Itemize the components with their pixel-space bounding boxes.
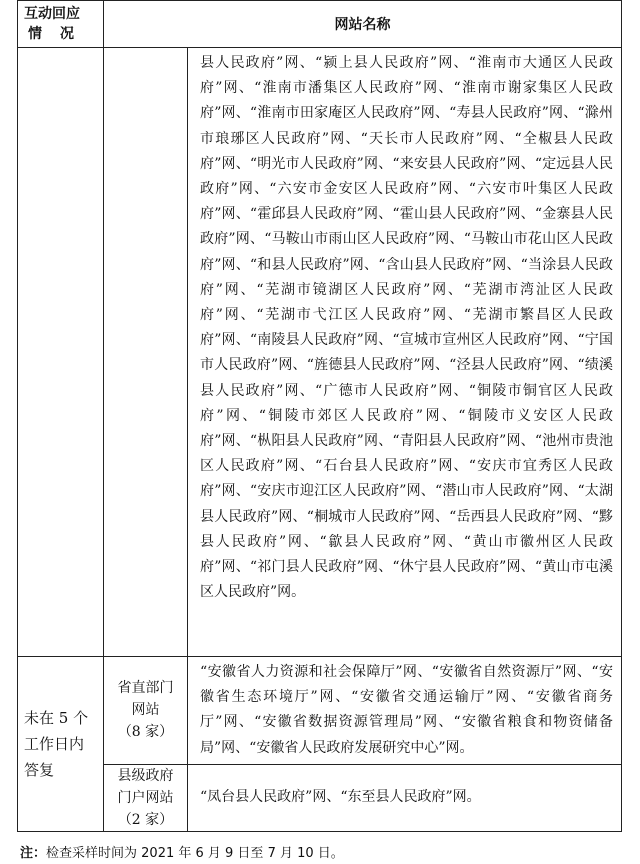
empty-category-cell: [104, 48, 188, 657]
status-line3: 答复: [24, 760, 55, 779]
county-site-list: “凤台县人民政府”网、“东至县人民政府”网。: [188, 764, 622, 831]
cat-county-line1: 县级政府: [117, 767, 174, 784]
status-not-replied: [18, 657, 104, 832]
cat-county-line2: 门户网站: [117, 789, 174, 806]
table-header-row: [18, 1, 622, 48]
cat-provincial-line2: 网站: [131, 702, 160, 719]
table-row-county: [18, 764, 622, 831]
status-line1: 未在 5 个: [24, 708, 89, 727]
cat-county-count: （2 家）: [117, 811, 174, 828]
inspection-table: [17, 0, 622, 832]
cat-provincial-line1: 省直部门: [117, 680, 174, 697]
status-line2: 工作日内: [24, 734, 85, 753]
empty-status-cell: [18, 48, 104, 657]
header-site-name: 网站名称: [104, 1, 622, 48]
provincial-site-list: “安徽省人力资源和社会保障厅”网、“安徽省自然资源厅”网、“安徽省生态环境厅”网、“安徽省交通运输厅”网、“安徽省商务厅”网、“安徽省数据资源管理局”网、“安徽省粮食和物资储备局”网、“安徽省人民政府发展研究中心”网。: [188, 657, 622, 765]
header-status-line2: 情况: [28, 26, 92, 42]
cat-provincial-count: （8 家）: [117, 724, 174, 741]
footnote-label: 注：: [20, 846, 47, 861]
continued-site-list: 县人民政府”网、“颍上县人民政府”网、“淮南市大通区人民政府”网、“淮南市潘集区人民政府”网、“淮南市谢家集区人民政府”网、“淮南市田家庵区人民政府”网、“寿县人民政府”网、“滁州市琅琊区人民政府”网、“天长市人民政府”网、“全椒县人民政府”网、“明光市人民政府”网、“来安县人民政府”网、“定远县人民政府”网、“六安市金安区人民政府”网、“六安市叶集区人民政府”网、“霍邱县人民政府”网、“霍山县人民政府”网、“金寨县人民政府”网、“马鞍山市雨山区人民政府”网、“马鞍山市花山区人民政府”网、“和县人民政府”网、“含山县人民政府”网、“当涂县人民政府”网、“芜湖市镜湖区人民政府”网、“芜湖市湾沚区人民政府”网、“芜湖市弋江区人民政府”网、“芜湖市繁昌区人民政府”网、“南陵县人民政府”网、“宣城市宣州区人民政府”网、“宁国市人民政府”网、“旌德县人民政府”网、“泾县人民政府”网、“绩溪县人民政府”网、“广德市人民政府”网、“铜陵市铜官区人民政府”网、“铜陵市郊区人民政府”网、“铜陵市义安区人民政府”网、“枞阳县人民政府”网、“青阳县人民政府”网、“池州市贵池区人民政府”网、“石台县人民政府”网、“安庆市宜秀区人民政府”网、“安庆市迎江区人民政府”网、“潜山市人民政府”网、“太湖县人民政府”网、“桐城市人民政府”网、“岳西县人民政府”网、“黟县人民政府”网、“歙县人民政府”网、“黄山市徽州区人民政府”网、“祁门县人民政府”网、“休宁县人民政府”网、“黄山市屯溪区人民政府”网。: [188, 48, 622, 657]
table-row-provincial: [18, 657, 622, 765]
category-provincial: [104, 657, 188, 765]
footnote: [20, 842, 344, 861]
category-county: [104, 764, 188, 831]
header-response-status: [18, 1, 104, 48]
footnote-text: 检查采样时间为 2021 年 6 月 9 日至 7 月 10 日。: [46, 846, 344, 861]
table-row-continued: [18, 48, 622, 657]
header-status-line1: 互动回应: [24, 6, 80, 22]
